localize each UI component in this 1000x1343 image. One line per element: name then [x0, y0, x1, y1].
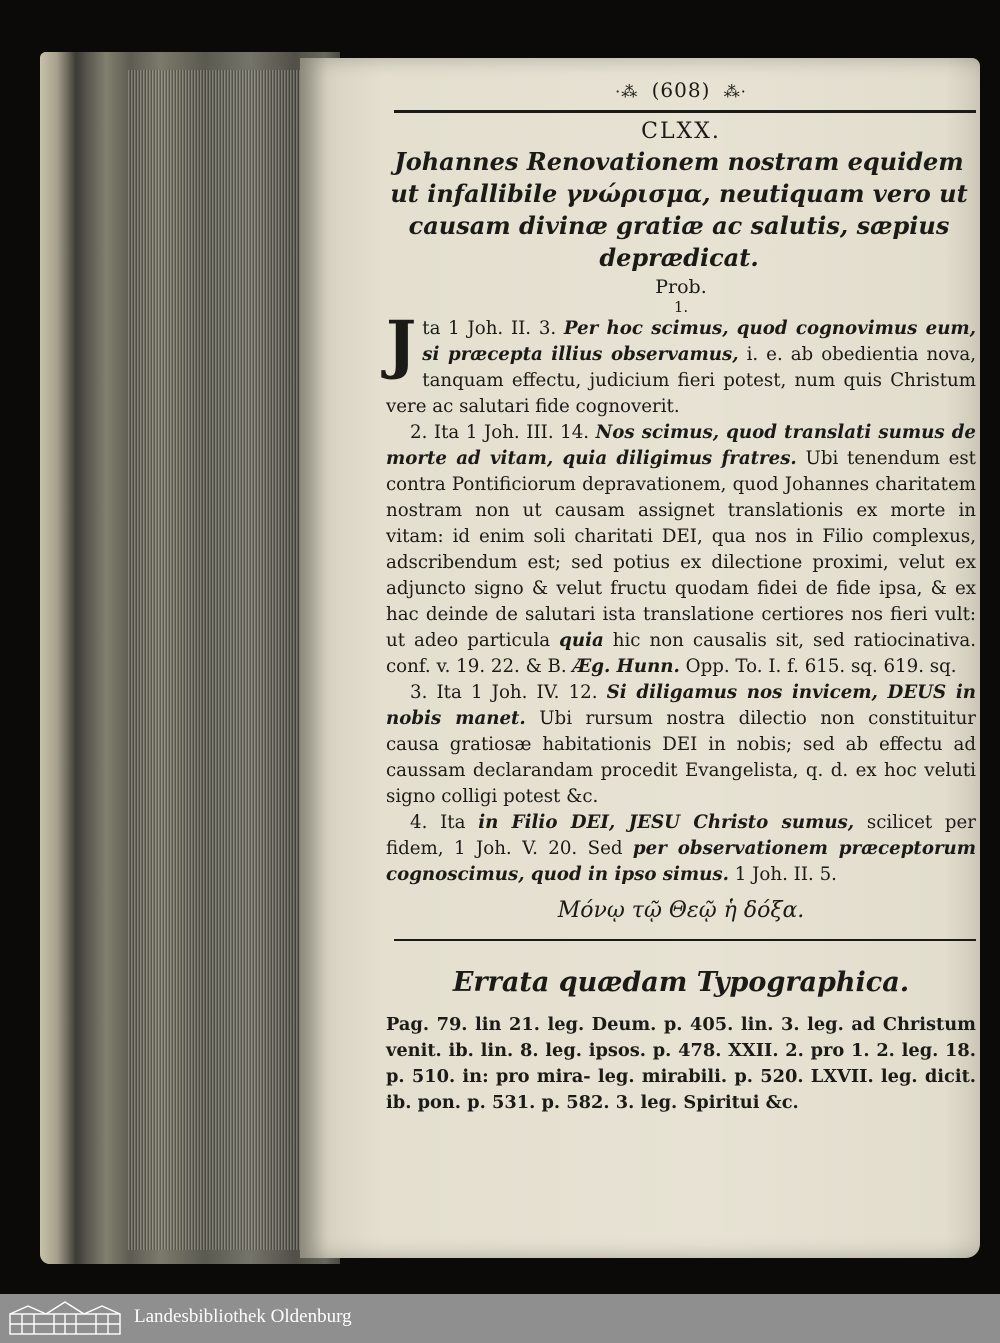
para3-ref: 3. Ita 1 Joh. IV. 12. [410, 682, 607, 703]
para4-quote-2: per observationem præceptorum cognoscimus, quod in ipso simus. [386, 838, 976, 885]
para1-text: i. e. ab obedientia nova, tanquam effectu, judicium fieri potest, num quis Christum vere ac salutari fide cognoverit. [386, 344, 977, 417]
errata-rule [394, 939, 976, 941]
greek-doxology: Μόνῳ τῷ Θεῷ ἡ δόξα. [557, 898, 805, 923]
book-cover-edge [40, 52, 68, 1264]
para4-quote: in Filio DEI, JESU Christo sumus, [478, 812, 855, 833]
library-building-icon [8, 1300, 122, 1336]
section-number: CLXX. [641, 119, 721, 144]
para3-quote: Si diligamus nos invicem, DEUS in nobis manet. [386, 682, 976, 729]
section-heading: Johannes Renovationem nostram equidem ut infallibile γνώρισμα, neutiquam vero ut causam divinæ gratiæ ac salutis, sæpius deprædicat. [390, 147, 968, 272]
page-header [386, 78, 976, 104]
page-number: (608) [651, 78, 711, 102]
para2-citation: Opp. To. I. f. 615. sq. 619. sq. [679, 656, 957, 677]
para2-text-2: hic non causalis sit, sed ratiocinativa. conf. v. 19. 22. & B. [386, 630, 976, 677]
paragraph-3 [386, 680, 976, 810]
drop-cap: J [386, 307, 417, 382]
page-content [386, 78, 976, 1116]
ornament-left: ·⁂ [615, 82, 639, 101]
paragraph-1 [386, 307, 977, 420]
para3-text: Ubi rursum nostra dilectio non constituitur causa gratiosæ habitationis DEI in nobis; sed ab effectu ad caussam declarandam procedit Evangelista, q. d. ex hoc veluti signo colligi potest &c. [386, 708, 977, 807]
item-one-label: 1. [673, 298, 689, 316]
page-stack-lines [128, 70, 318, 1250]
library-name: Landesbibliothek Oldenburg [134, 1306, 352, 1327]
header-rule [394, 110, 976, 113]
paragraph-4 [386, 810, 976, 888]
paragraph-2 [386, 420, 976, 680]
para4-citation: 1 Joh. II. 5. [728, 864, 837, 885]
errata-text: Pag. 79. lin 21. leg. Deum. p. 405. lin. 3. leg. ad Christum venit. ib. lin. 8. leg. ipsos. p. 478. XXII. 2. pro 1. 2. leg. 18. p. 510. in: pro mira- leg. mirabili. p. 520. LXVII. leg. dicit. ib. pon. p. 531. p. 582. 3. leg. Spiritui &c. [386, 1014, 976, 1113]
para2-text: Ubi tenendum est contra Pontificiorum depravationem, quod Johannes charitatem nostram non ut causam assignet translationis ex morte in vitam: id enim soli charitati DEI, qua nos in Filio complexus, adscribendum est; sed potius ex dilectione proximi, velut ex adjuncto signo & velut fructu quodam fidei de fide ipsa, & ex hac deinde de salutari ista translatione certiores nos fieri vult: ut adeo particula [386, 448, 976, 651]
para2-author: Æg. Hunn. [572, 656, 680, 677]
errata-title: Errata quædam Typographica. [452, 967, 910, 998]
library-footer [0, 1294, 1000, 1343]
para2-ref: 2. Ita 1 Joh. III. 14. [410, 422, 596, 443]
para1-ref: ta 1 Joh. II. 3. [422, 318, 564, 339]
para4-text: scilicet per fidem, 1 Joh. V. 20. Sed [386, 812, 977, 859]
ornament-right: ⁂· [723, 82, 747, 101]
para1-quote: Per hoc scimus, quod cognovimus eum, si præcepta illius observamus, [422, 318, 976, 365]
prob-label: Prob. [655, 276, 707, 298]
para2-quia: quia [559, 630, 604, 651]
para2-quote: Nos scimus, quod translati sumus de morte ad vitam, quia diligimus fratres. [386, 422, 976, 469]
para4-ref: 4. Ita [410, 812, 479, 833]
